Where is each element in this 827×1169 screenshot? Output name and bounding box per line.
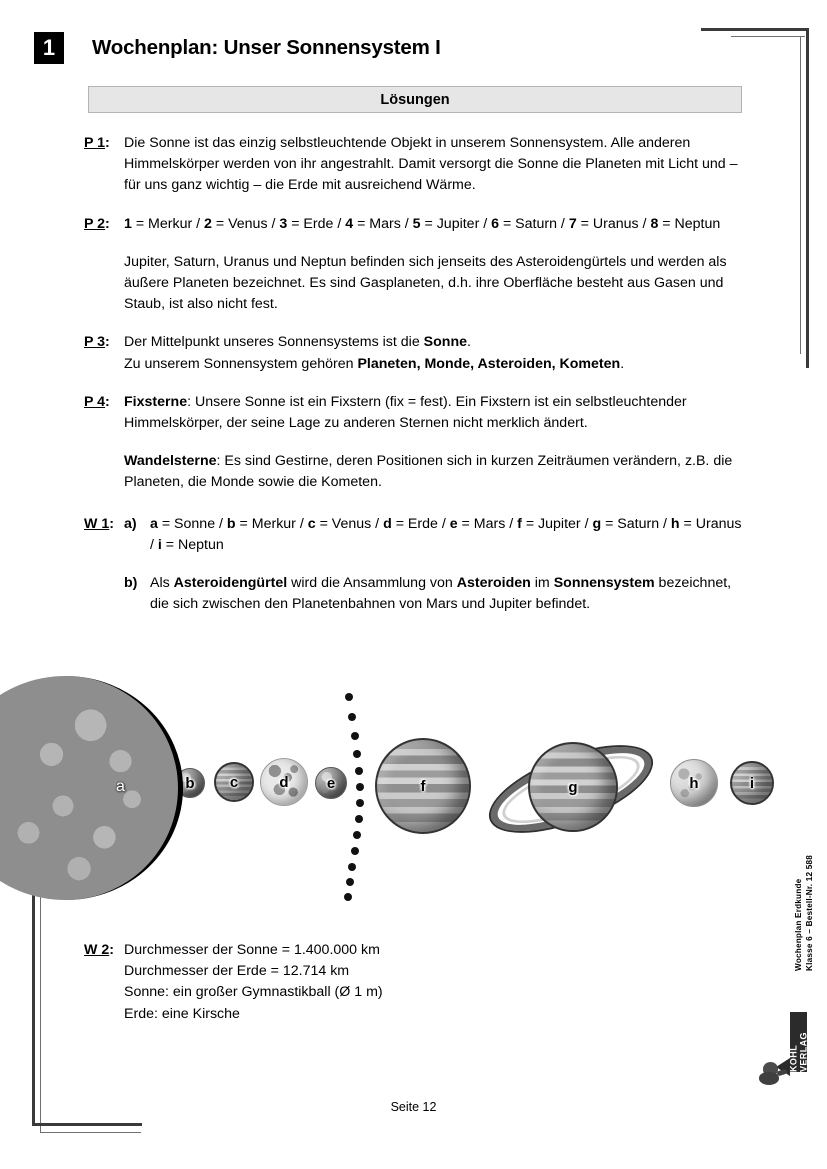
answer-text-p4-wandelsterne: Wandelsterne: Es sind Gestirne, deren Positionen sich in kurzen Zeiträumen verändern, z.B. die Planeten, die Monde sowie die Kometen. <box>124 453 733 491</box>
solutions-banner-label: Lösungen <box>380 91 450 108</box>
planet-a-sonne <box>0 676 183 900</box>
asteroid-dot <box>348 863 356 871</box>
mascot-body <box>759 1072 779 1085</box>
asteroid-dot <box>356 799 364 807</box>
planet-label-e: e <box>326 774 336 792</box>
page-number: Seite 12 <box>390 1100 437 1114</box>
answer-subitem-w1-a <box>124 514 744 556</box>
planet-g-saturn <box>486 736 656 840</box>
planet-c-venus <box>214 762 254 802</box>
asteroid-dot <box>345 693 353 701</box>
planet-h-uranus <box>670 759 718 807</box>
page-title: Wochenplan: Unser Sonnensystem I <box>92 36 441 59</box>
planet-label-c: c <box>229 773 239 791</box>
answer-block-p3 <box>84 332 744 374</box>
frame-line-bottom-thick <box>32 1123 142 1126</box>
answer-subitem-w1-b <box>124 573 744 615</box>
asteroid-dot <box>353 750 361 758</box>
asteroid-dot <box>353 831 361 839</box>
answer-body-p1 <box>124 133 744 197</box>
asteroid-dot <box>355 767 363 775</box>
side-imprint-line2: Klasse 6 – Bestell-Nr. 12 588 <box>805 855 814 971</box>
asteroid-dot <box>351 732 359 740</box>
answer-sublabel-w1-a: a) <box>124 515 137 532</box>
planet-e-mars <box>315 767 347 799</box>
answer-tag-w1: W 1: <box>84 515 114 532</box>
answer-tag-p2: P 2: <box>84 215 110 232</box>
page-header <box>34 32 441 64</box>
frame-line-top-thin <box>731 36 805 37</box>
answer-block-p2 <box>84 214 744 316</box>
publisher-logo <box>753 1012 813 1088</box>
answer-text-p1: Die Sonne ist das einzig selbstleuchtende Objekt in unserem Sonnensystem. Alle anderen Himmelskörper werden von ihr angestrahlt. Damit versorgt die Sonne die Planeten mit Licht und – für uns ganz wichtig – die Erde mit ausreichend Wärme. <box>124 135 738 194</box>
page-footer <box>0 1100 827 1114</box>
worksheet-number-badge: 1 <box>34 32 64 64</box>
answer-text-w2-line4: Erde: eine Kirsche <box>124 1005 240 1022</box>
answer-text-p4-fixsterne: Fixsterne: Unsere Sonne ist ein Fixstern (fix = fest). Ein Fixstern ist ein selbstleuchtender Himmelskörper, der seine Lage zu anderen Sternen nicht merklich ändert. <box>124 393 687 432</box>
planet-i-neptun <box>730 761 774 805</box>
answer-body-p3 <box>124 332 744 374</box>
answer-tag-p1: P 1: <box>84 135 110 151</box>
planet-label-i: i <box>749 774 755 792</box>
answer-body-p4 <box>124 392 744 494</box>
planet-label-a: a <box>116 778 125 795</box>
answer-text-p3-line2: Zu unserem Sonnensystem gehören Planeten, Monde, Asteroiden, Kometen. <box>124 355 625 372</box>
frame-line-right-thick <box>806 28 809 368</box>
asteroid-dot <box>356 783 364 791</box>
answer-body-w1 <box>124 514 744 616</box>
asteroid-dot <box>348 713 356 721</box>
saturn-body <box>528 742 618 832</box>
answer-text-p3-line1: Der Mittelpunkt unseres Sonnensystems ist die Sonne. <box>124 334 471 351</box>
frame-line-right-thin <box>800 36 801 354</box>
answer-text-w2-line1: Durchmesser der Sonne = 1.400.000 km <box>124 942 380 958</box>
answer-block-w2 <box>84 940 584 1025</box>
side-imprint-line1: Wochenplan Erdkunde <box>794 878 803 971</box>
answers-content <box>84 133 744 632</box>
solutions-banner <box>88 86 742 113</box>
planet-d-erde <box>260 758 308 806</box>
answer-body-w2 <box>124 940 584 1025</box>
planet-label-f: f <box>420 777 426 795</box>
planet-label-b: b <box>185 774 195 792</box>
answer-planet-numbering-p2: 1 = Merkur / 2 = Venus / 3 = Erde / 4 = Mars / 5 = Jupiter / 6 = Saturn / 7 = Uranus / 8 = Neptun <box>124 215 721 232</box>
side-imprint <box>793 855 815 971</box>
answer-body-p2 <box>124 214 744 316</box>
mascot-icon <box>759 1062 783 1086</box>
solar-system-diagram <box>70 668 770 908</box>
answer-block-p4 <box>84 392 744 494</box>
answer-subtext-w1-b: Als Asteroidengürtel wird die Ansammlung von Asteroiden im Sonnensystem bezeichnet, die sich zwischen den Planetenbahnen von Mars und Jupiter befindet. <box>150 575 732 613</box>
answer-block-w1 <box>84 514 744 616</box>
answer-block-p1 <box>84 133 744 197</box>
answer-tag-p4: P 4: <box>84 393 110 410</box>
answer-text-w2-line3: Sonne: ein großer Gymnastikball (Ø 1 m) <box>124 984 383 1001</box>
answer-tag-w2: W 2: <box>84 942 114 958</box>
publisher-name: KOHL VERLAG <box>790 1012 807 1072</box>
frame-line-bottom-thin <box>40 1132 141 1133</box>
asteroid-dot <box>346 878 354 886</box>
planet-label-g: g <box>568 778 578 796</box>
planet-f-jupiter <box>375 738 471 834</box>
frame-line-top-thick <box>701 28 809 31</box>
answer-subtext-w1-a: a = Sonne / b = Merkur / c = Venus / d = Erde / e = Mars / f = Jupiter / g = Saturn / h = Uranus / i = Neptun <box>150 515 742 553</box>
planet-label-h: h <box>689 774 699 792</box>
answer-tag-p3: P 3: <box>84 334 110 351</box>
answer-text-p2: Jupiter, Saturn, Uranus und Neptun befinden sich jenseits des Asteroidengürtels und werden als äußere Planeten bezeichnet. Es sind Gasplaneten, d.h. ihre Oberfläche besteht aus Gasen und Staub, ist also nicht fest. <box>124 253 727 313</box>
asteroid-dot <box>355 815 363 823</box>
answer-sublabel-w1-b: b) <box>124 575 138 592</box>
asteroid-dot <box>344 893 352 901</box>
answer-text-w2-line2: Durchmesser der Erde = 12.714 km <box>124 963 350 980</box>
asteroid-dot <box>351 847 359 855</box>
planet-label-d: d <box>279 773 289 791</box>
